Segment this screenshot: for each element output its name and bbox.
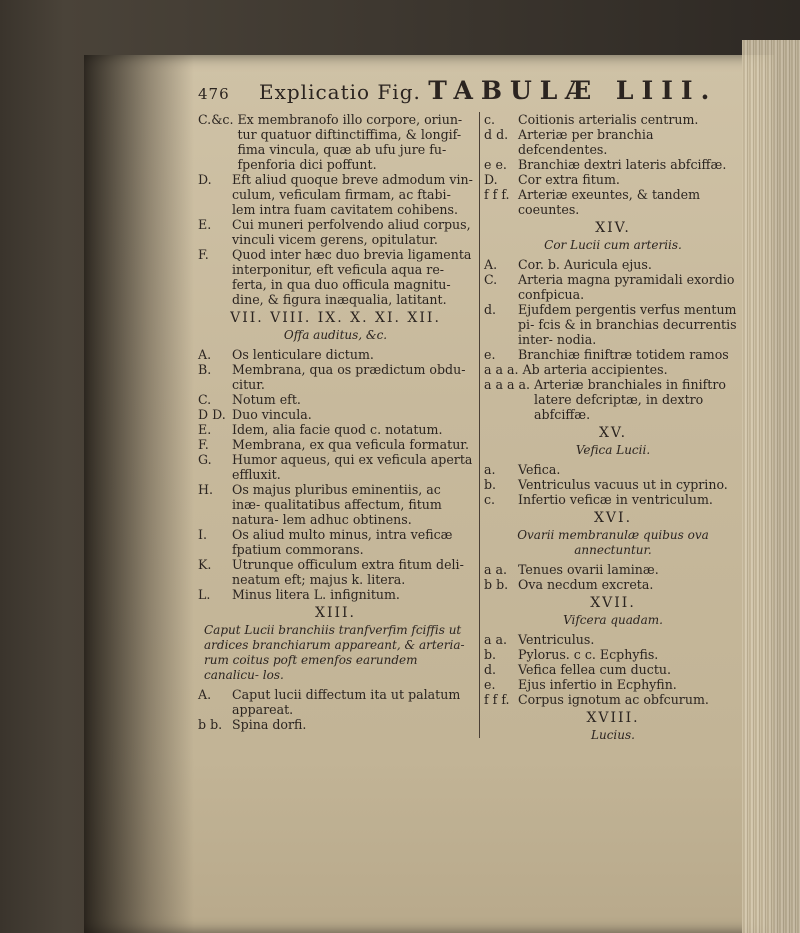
entry [198, 587, 473, 602]
entry-text: Ab arteria accipientes. [522, 362, 668, 377]
entry [484, 377, 742, 422]
entry-text: Idem, alia facie quod c. notatum. [232, 422, 443, 437]
section-subheading: Lucius. [591, 728, 635, 742]
entry-label: E. [198, 217, 212, 232]
entry-label: b b. [484, 577, 509, 592]
entry-label: b b. [198, 717, 223, 732]
entry-label: F. [198, 437, 209, 452]
title-small: Explicatio Fig. [259, 80, 421, 104]
entry [198, 247, 473, 307]
section-subheading: Vifcera quadam. [563, 613, 663, 627]
entry-label: b. [484, 477, 497, 492]
entry-label: C. [484, 272, 498, 287]
entry [484, 562, 742, 577]
entry-label: a a. [484, 632, 508, 647]
section-subheading: Vefica Lucii. [575, 443, 651, 457]
entry [198, 687, 473, 717]
entry-label: a. [484, 462, 496, 477]
entry-label: G. [198, 452, 212, 467]
entry [484, 112, 742, 127]
entry-label: a a a. [484, 362, 519, 377]
entry-text: Branchiæ finiftræ totidem ramos [518, 347, 729, 362]
entry-text: Infertio veficæ in ventriculum. [518, 492, 713, 507]
section-subheading: Ovarii membranulæ quibus ova annectuntur. [517, 528, 709, 557]
entry-text: Spina dorfi. [232, 717, 307, 732]
entry [484, 632, 742, 647]
entry-label: D. [484, 172, 498, 187]
entry-label: A. [198, 687, 212, 702]
section-heading: XV. [598, 425, 628, 441]
entry-label: H. [198, 482, 213, 497]
page-number: 476 [198, 85, 230, 103]
section-heading: XVII. [590, 595, 636, 611]
entry-label: C. [198, 392, 212, 407]
entry [484, 692, 742, 707]
section-subheading: Offa auditus, &c. [283, 328, 388, 342]
entry-text: Os majus pluribus eminentiis, ac inæ- qualitatibus affectum, fitum natura- lem adhuc obtinens. [232, 482, 442, 527]
entry-text: Cor. b. Auricula ejus. [518, 257, 652, 272]
entry [484, 662, 742, 677]
right-column [484, 112, 742, 747]
section-heading: VII. VIII. IX. X. XI. XII. [230, 310, 441, 326]
entry [198, 407, 473, 422]
page-fore-edge [742, 40, 800, 933]
entry-text: Arteriæ per branchia defcendentes. [518, 127, 654, 157]
entry-text: Ventriculus vacuus ut in cyprino. [518, 477, 728, 492]
entry-label: E. [198, 422, 212, 437]
entry [484, 172, 742, 187]
entry-text: Os aliud multo minus, intra veficæ fpatium commorans. [232, 527, 453, 557]
entry [484, 462, 742, 477]
entry [198, 422, 473, 437]
entry-label: e. [484, 677, 496, 692]
entry-label: C.&c. [198, 112, 234, 127]
entry [484, 647, 742, 662]
entry [484, 187, 742, 217]
section-heading: XIV. [595, 220, 631, 236]
entry-text: Arteriæ exeuntes, & tandem coeuntes. [518, 187, 701, 217]
entry [198, 347, 473, 362]
entry-label: c. [484, 112, 496, 127]
entry [484, 157, 742, 172]
entry-text: Membrana, qua os prædictum obdu- citur. [232, 362, 466, 392]
entry-text: Caput lucii diffectum ita ut palatum appareat. [232, 687, 461, 717]
entry-text: Cui muneri perfolvendo aliud corpus, vinculi vicem gerens, opitulatur. [232, 217, 471, 247]
entry-label: D. [198, 172, 212, 187]
entry-label: F. [198, 247, 209, 262]
entry-text: Arteria magna pyramidali exordio confpicua. [518, 272, 735, 302]
section-subheading: Caput Lucii branchiis tranfverfim fciffis ut ardices branchiarum appareant, & arteria- rum coitus poft emenfos earundem canalicu- los. [204, 623, 465, 682]
entry [484, 362, 742, 377]
title-big: TABULÆ LIII. [428, 76, 718, 105]
entry-label: A. [484, 257, 498, 272]
entry-text: Membrana, ex qua veficula formatur. [232, 437, 469, 452]
entry [198, 482, 473, 527]
entry-label: K. [198, 557, 212, 572]
entry-text: Arteriæ branchiales in finiftro latere defcriptæ, in dextro abfciffæ. [534, 377, 726, 422]
entry [484, 302, 742, 347]
entry [198, 527, 473, 557]
entry-text: Duo vincula. [232, 407, 312, 422]
entry [198, 217, 473, 247]
entry [484, 127, 742, 157]
entry [484, 677, 742, 692]
entry-text: Ova necdum excreta. [518, 577, 654, 592]
entry-text: Ejufdem pergentis verfus mentum pi- fcis & in branchias decurrentis inter- nodia. [518, 302, 737, 347]
entry-text: Os lenticulare dictum. [232, 347, 374, 362]
entry-text: Tenues ovarii laminæ. [518, 562, 659, 577]
entry-label: B. [198, 362, 212, 377]
left-column [198, 112, 473, 732]
entry-text: Humor aqueus, qui ex veficula aperta effluxit. [232, 452, 473, 482]
entry-text: Vefica. [518, 462, 561, 477]
entry-label: e e. [484, 157, 507, 172]
entry [198, 172, 473, 217]
entry-label: e. [484, 347, 496, 362]
entry-text: Ex membranofo illo corpore, oriun- tur quatuor diftinctiffima, & longif- fima vincula, quæ ab ufu jure fu- fpenforia dici poffunt. [237, 112, 463, 172]
entry-text: Minus litera L. infignitum. [232, 587, 400, 602]
section-heading: XVI. [593, 510, 633, 526]
entry [198, 557, 473, 587]
entry-text: Utrunque officulum extra fitum deli- neatum eft; majus k. litera. [232, 557, 464, 587]
entry-label: A. [198, 347, 212, 362]
section-subheading: Cor Lucii cum arteriis. [544, 238, 682, 252]
entry-label: d. [484, 302, 497, 317]
entry-label: D D. [198, 407, 226, 422]
entry-text: Ventriculus. [518, 632, 595, 647]
entry [198, 452, 473, 482]
entry-text: Eft aliud quoque breve admodum vin- culum, veficulam firmam, ac ftabi- lem intra fuam cavitatem cohibens. [232, 172, 473, 217]
entry-label: f f f. [484, 187, 510, 202]
entry [198, 437, 473, 452]
entry-text: Notum eft. [232, 392, 301, 407]
entry-label: a a. [484, 562, 508, 577]
entry-text: Coitionis arterialis centrum. [518, 112, 699, 127]
entry-label: L. [198, 587, 211, 602]
entry [484, 477, 742, 492]
entry [198, 362, 473, 392]
entry-label: I. [198, 527, 207, 542]
entry-label: b. [484, 647, 497, 662]
entry-label: c. [484, 492, 496, 507]
entry-text: Branchiæ dextri lateris abfciffæ. [518, 157, 727, 172]
running-head [198, 76, 718, 112]
entry-label: d. [484, 662, 497, 677]
entry-text: Ejus infertio in Ecphyfin. [518, 677, 677, 692]
entry [198, 392, 473, 407]
entry-text: Cor extra fitum. [518, 172, 620, 187]
entry-label: d d. [484, 127, 509, 142]
column-divider [479, 112, 480, 738]
entry-text: Pylorus. c c. Ecphyfis. [518, 647, 659, 662]
page-gutter-shadow [84, 55, 194, 933]
entry-label: f f f. [484, 692, 510, 707]
entry [484, 257, 742, 272]
entry-text: Corpus ignotum ac obfcurum. [518, 692, 709, 707]
entry [484, 347, 742, 362]
entry-text: Quod inter hæc duo brevia ligamenta interponitur, eft veficula aqua re- ferta, in qua duo officula magnitu- dine, & figura inæqualia, latitant. [232, 247, 472, 307]
entry [484, 492, 742, 507]
entry-label: a a a a. [484, 377, 531, 392]
entry [198, 717, 473, 732]
section-heading: XIII. [314, 605, 356, 621]
entry [198, 112, 473, 172]
entry [484, 577, 742, 592]
entry-text: Vefica fellea cum ductu. [518, 662, 671, 677]
section-heading: XVIII. [586, 710, 640, 726]
entry [484, 272, 742, 302]
